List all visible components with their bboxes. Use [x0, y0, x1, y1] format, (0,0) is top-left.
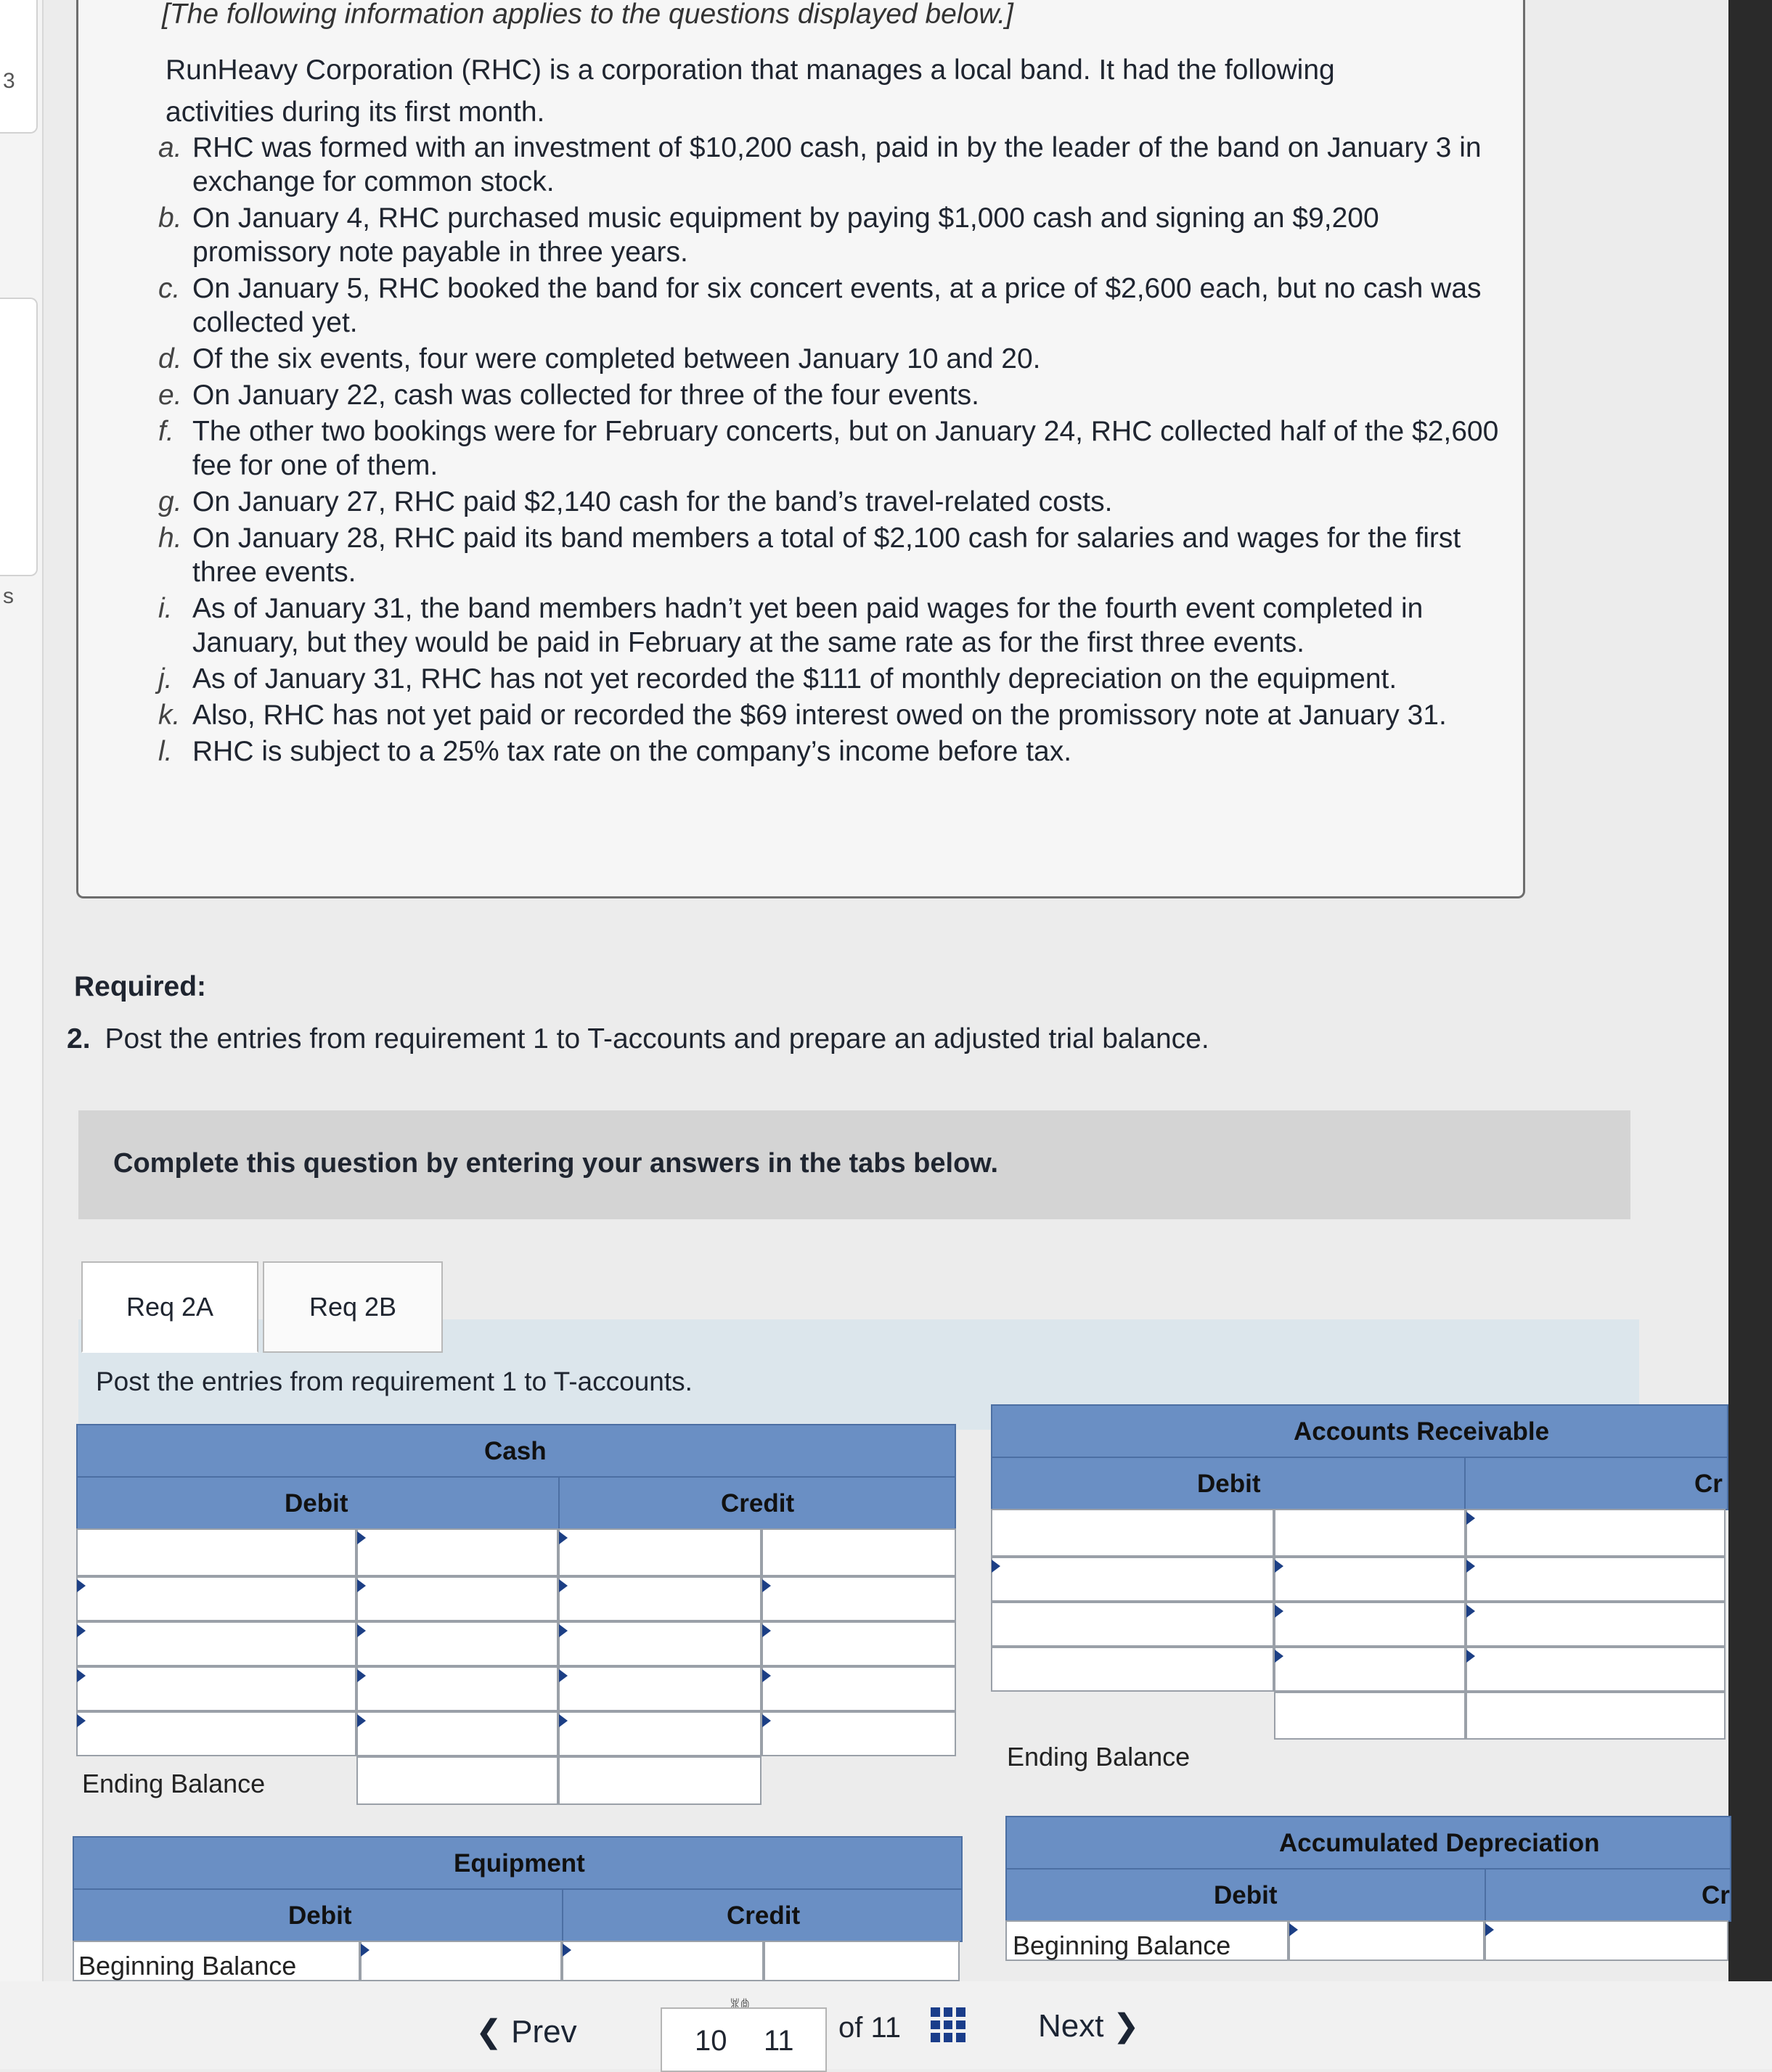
debit-amount-input[interactable] — [1289, 1920, 1485, 1961]
credit-date-input[interactable] — [558, 1528, 762, 1576]
credit-header — [562, 1888, 963, 1942]
activity-list — [158, 131, 1523, 771]
list-item — [158, 378, 1523, 412]
taccount-title-bar — [73, 1836, 963, 1890]
item-text: RHC was formed with an investment of $10,200 cash, paid in by the leader of the band on January 3 in exchange for common stock. — [192, 132, 1482, 197]
item-letter: f. — [158, 416, 174, 447]
credit-header — [1485, 1868, 1731, 1922]
list-item — [158, 591, 1523, 660]
item-text: On January 28, RHC paid its band members a total of $2,100 cash for salaries and wages for the first three events. — [192, 523, 1461, 588]
credit-date-input[interactable] — [558, 1666, 762, 1711]
debit-label: Debit — [288, 1901, 352, 1930]
taccount-accounts-receivable — [991, 1404, 1728, 1785]
page-number-next[interactable]: 11 — [764, 2025, 794, 2057]
credit-label: Credit — [721, 1489, 795, 1518]
ending-balance-label: Ending Balance — [82, 1769, 266, 1798]
credit-amount-input[interactable] — [764, 1941, 960, 1981]
debit-date-input[interactable] — [991, 1557, 1274, 1602]
debit-header — [991, 1457, 1466, 1510]
ending-credit-value — [558, 1756, 762, 1805]
credit-date-input[interactable] — [558, 1621, 762, 1666]
debit-label: Debit — [1197, 1470, 1261, 1498]
credit-amount-input[interactable] — [762, 1711, 956, 1756]
credit-date-input[interactable] — [562, 1941, 764, 1981]
credit-date-input[interactable] — [1466, 1602, 1726, 1647]
ending-credit-value — [1466, 1692, 1726, 1740]
item-letter: d. — [158, 343, 182, 374]
list-item — [158, 485, 1523, 519]
credit-header — [558, 1476, 956, 1530]
next-button[interactable]: Next ❯ — [1038, 2008, 1140, 2044]
item-text: As of January 31, RHC has not yet recorded the $111 of monthly depreciation on the equipment. — [192, 663, 1397, 695]
debit-amount-input[interactable] — [356, 1711, 558, 1756]
list-item — [158, 342, 1523, 376]
credit-date-input[interactable] — [1466, 1509, 1726, 1557]
list-item — [158, 201, 1523, 269]
item-text: RHC is subject to a 25% tax rate on the company’s income before tax. — [192, 736, 1072, 767]
page-selector[interactable] — [661, 2007, 827, 2072]
sidebar-tab[interactable] — [0, 298, 38, 576]
debit-amount-input[interactable] — [360, 1941, 562, 1981]
debit-date-input[interactable] — [76, 1666, 356, 1711]
screen-edge — [1728, 0, 1772, 2069]
item-text: As of January 31, the band members hadn’t yet been paid wages for the fourth event completed in January, but they would be paid in February at the same rate as for the first three events. — [192, 593, 1424, 658]
credit-label: Cr — [1694, 1470, 1723, 1498]
item-letter: b. — [158, 202, 182, 234]
taccount-title: Cash — [484, 1437, 547, 1465]
taccount-title-bar — [76, 1424, 956, 1478]
item-text: On January 27, RHC paid $2,140 cash for the band’s travel-related costs. — [192, 486, 1113, 517]
debit-label: Debit — [1214, 1881, 1278, 1909]
tab-req-2a[interactable]: Req 2A — [81, 1261, 258, 1353]
prev-button[interactable]: ❮ Prev — [475, 2014, 577, 2050]
list-item — [158, 414, 1523, 483]
tab-req-2b[interactable]: Req 2B — [263, 1261, 443, 1353]
intro-note: [The following information applies to the questions displayed below.] — [162, 0, 1013, 30]
credit-amount-input[interactable] — [762, 1576, 956, 1621]
label-cell — [76, 1528, 356, 1576]
item-text: Of the six events, four were completed between January 10 and 20. — [192, 343, 1041, 374]
item-letter: i. — [158, 593, 173, 624]
debit-amount-input[interactable] — [356, 1528, 558, 1576]
grid-icon[interactable] — [931, 2007, 965, 2042]
debit-date-input[interactable] — [76, 1576, 356, 1621]
requirement-number: 2. — [67, 1023, 91, 1055]
debit-date-input[interactable] — [76, 1711, 356, 1756]
debit-date-input[interactable] — [76, 1621, 356, 1666]
intro-paragraph: RunHeavy Corporation (RHC) is a corporation that manages a local band. It had the following activities during its first month. — [166, 54, 1335, 128]
sidebar-mark: s — [3, 584, 14, 608]
credit-date-input[interactable] — [1466, 1647, 1726, 1692]
label-cell — [991, 1509, 1274, 1557]
taccount-title: Equipment — [454, 1849, 585, 1878]
item-letter: a. — [158, 132, 182, 163]
taccount-title-bar — [991, 1404, 1728, 1458]
item-letter: l. — [158, 736, 173, 767]
debit-label: Debit — [285, 1489, 348, 1518]
item-text: Also, RHC has not yet paid or recorded the $69 interest owed on the promissory note at January 31. — [192, 700, 1447, 731]
page-number-current[interactable]: 10 — [695, 2025, 727, 2057]
credit-date-input[interactable] — [1466, 1557, 1726, 1602]
item-letter: k. — [158, 700, 181, 731]
taccount-title: Accumulated Depreciation — [1279, 1829, 1600, 1857]
credit-header — [1464, 1457, 1728, 1510]
item-letter: e. — [158, 380, 182, 411]
instruction-text: Complete this question by entering your answers in the tabs below. — [113, 1148, 999, 1179]
list-item — [158, 271, 1523, 340]
taccount-title: Accounts Receivable — [1294, 1417, 1550, 1446]
item-letter: h. — [158, 523, 182, 554]
taccount-cash — [76, 1424, 956, 1805]
debit-amount-input[interactable] — [1274, 1557, 1466, 1602]
credit-label: Credit — [727, 1901, 801, 1930]
sidebar-mark: 3 — [3, 69, 15, 93]
sidebar-tab[interactable] — [0, 0, 38, 134]
requirement-text — [67, 1023, 1209, 1055]
debit-amount-input[interactable] — [356, 1621, 558, 1666]
debit-amount-input[interactable] — [356, 1666, 558, 1711]
credit-amount-input[interactable] — [762, 1666, 956, 1711]
post-instruction-text: Post the entries from requirement 1 to T-accounts. — [96, 1367, 693, 1396]
credit-date-input[interactable] — [558, 1576, 762, 1621]
ending-debit-value — [356, 1756, 558, 1805]
debit-date-input[interactable] — [991, 1647, 1274, 1692]
list-item — [158, 734, 1523, 769]
list-item — [158, 521, 1523, 589]
list-item — [158, 698, 1523, 732]
credit-date-input[interactable] — [1485, 1920, 1728, 1961]
item-letter: g. — [158, 486, 182, 517]
item-letter: j. — [158, 663, 173, 695]
debit-header — [73, 1888, 563, 1942]
debit-amount-input[interactable] — [1274, 1602, 1466, 1647]
taccount-equipment — [73, 1836, 963, 1981]
debit-header — [76, 1476, 560, 1530]
credit-label: Cr — [1702, 1881, 1730, 1909]
credit-date-input[interactable] — [558, 1711, 762, 1756]
debit-date-input[interactable] — [991, 1602, 1274, 1647]
instruction-bar — [78, 1110, 1630, 1219]
taccount-accumulated-depreciation — [1005, 1816, 1731, 1961]
requirement-body: Post the entries from requirement 1 to T-accounts and prepare an adjusted trial balance. — [105, 1023, 1209, 1055]
list-item — [158, 131, 1523, 199]
item-text: On January 22, cash was collected for three of the four events. — [192, 380, 979, 411]
beginning-balance-label: Beginning Balance — [1013, 1930, 1231, 1960]
bottom-navigation — [0, 1981, 1772, 2069]
list-item — [158, 662, 1523, 696]
ending-debit-value — [1274, 1692, 1466, 1740]
page-total: of 11 — [838, 2012, 901, 2044]
ending-balance-label: Ending Balance — [1007, 1742, 1191, 1772]
debit-amount-input[interactable] — [1274, 1509, 1466, 1557]
info-box — [76, 0, 1525, 898]
item-text: The other two bookings were for February concerts, but on January 24, RHC collected half of the $2,600 fee for one of them. — [192, 416, 1499, 481]
credit-amount-input[interactable] — [762, 1621, 956, 1666]
taccount-title-bar — [1005, 1816, 1731, 1870]
credit-amount-input[interactable] — [762, 1528, 956, 1576]
debit-amount-input[interactable] — [356, 1576, 558, 1621]
left-sidebar — [0, 0, 44, 2069]
item-letter: c. — [158, 273, 181, 304]
item-text: On January 4, RHC purchased music equipment by paying $1,000 cash and signing an $9,200 promissory note payable in three years. — [192, 202, 1379, 268]
item-text: On January 5, RHC booked the band for six concert events, at a price of $2,600 each, but no cash was collected yet. — [192, 273, 1482, 338]
required-label: Required: — [74, 971, 207, 1002]
beginning-balance-label: Beginning Balance — [78, 1951, 297, 1981]
debit-amount-input[interactable] — [1274, 1647, 1466, 1692]
debit-header — [1005, 1868, 1486, 1922]
